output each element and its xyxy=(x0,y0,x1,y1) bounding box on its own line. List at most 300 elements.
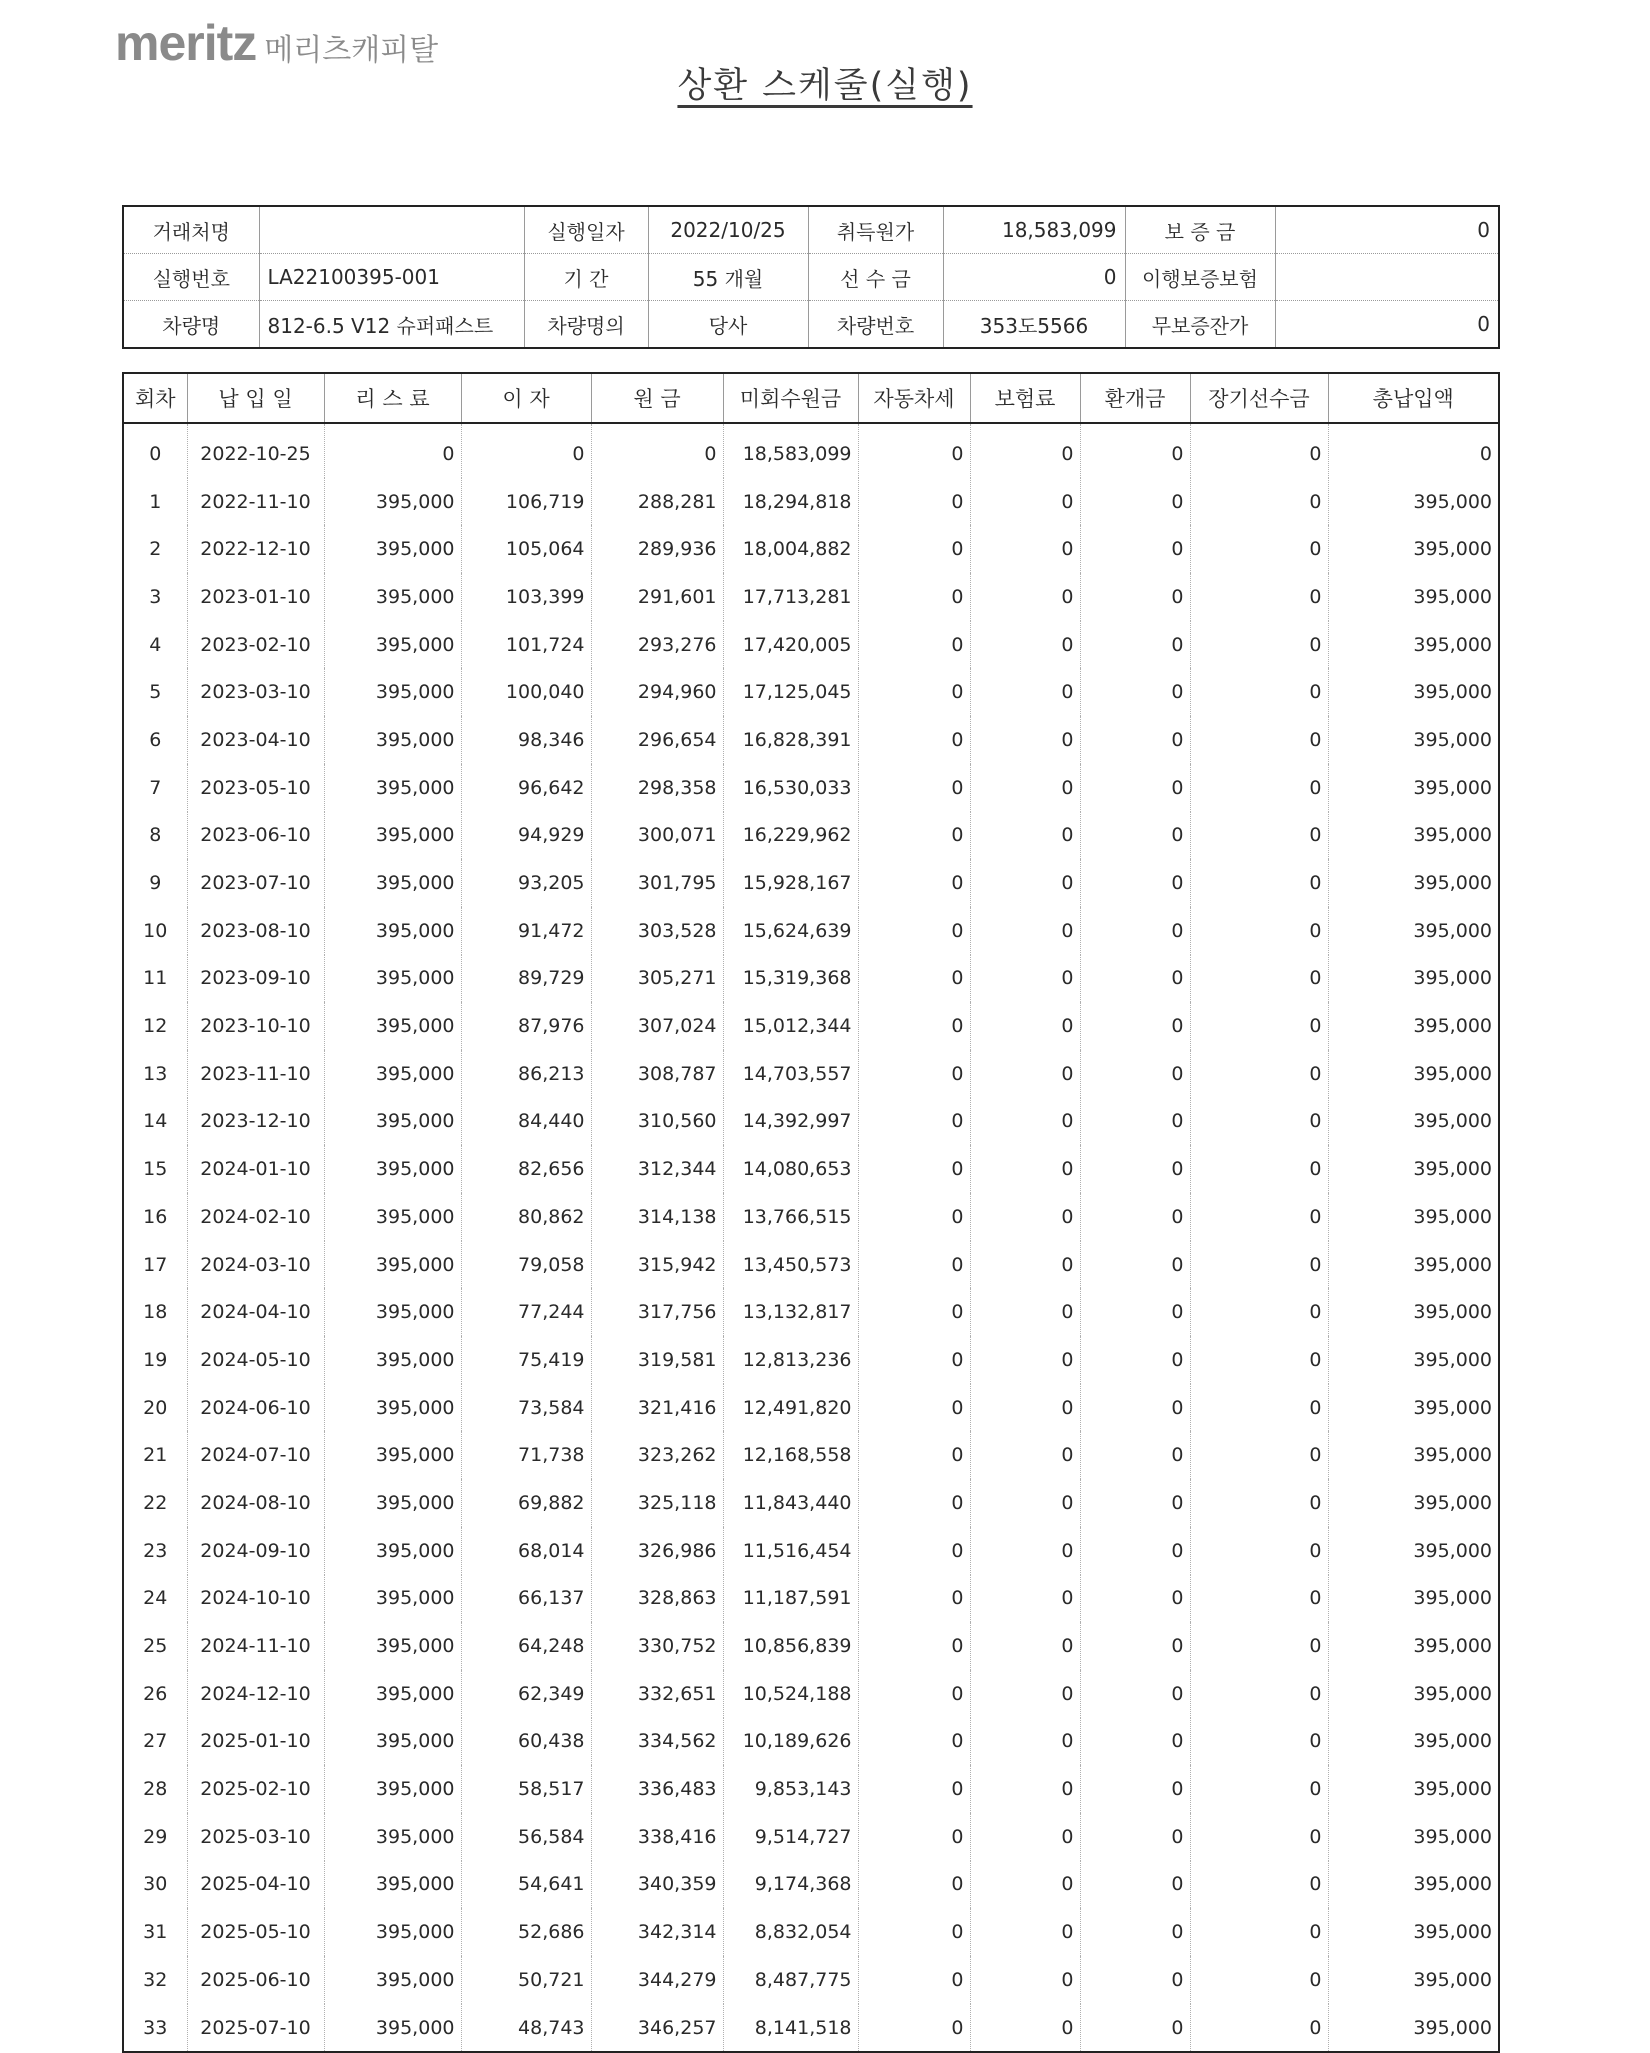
info-value: 2022/10/25 xyxy=(648,206,808,254)
table-cell: 2024-05-10 xyxy=(187,1336,324,1384)
table-cell: 0 xyxy=(858,1098,970,1146)
table-cell: 395,000 xyxy=(324,1575,461,1623)
table-cell: 395,000 xyxy=(1328,1908,1499,1956)
table-cell: 9,514,727 xyxy=(723,1813,858,1861)
table-cell: 395,000 xyxy=(324,621,461,669)
table-cell: 0 xyxy=(970,1718,1080,1766)
table-cell: 2024-03-10 xyxy=(187,1241,324,1289)
table-cell: 395,000 xyxy=(324,1002,461,1050)
table-cell: 395,000 xyxy=(324,1479,461,1527)
table-cell: 395,000 xyxy=(324,907,461,955)
table-cell: 395,000 xyxy=(1328,1813,1499,1861)
table-cell: 0 xyxy=(858,1861,970,1909)
table-cell: 2023-11-10 xyxy=(187,1050,324,1098)
table-cell: 0 xyxy=(970,1336,1080,1384)
table-cell: 332,651 xyxy=(591,1670,723,1718)
table-cell: 11,187,591 xyxy=(723,1575,858,1623)
table-cell: 325,118 xyxy=(591,1479,723,1527)
table-cell: 82,656 xyxy=(461,1145,591,1193)
table-cell: 0 xyxy=(858,1575,970,1623)
table-cell: 94,929 xyxy=(461,812,591,860)
table-cell: 0 xyxy=(858,1908,970,1956)
table-cell: 340,359 xyxy=(591,1861,723,1909)
table-cell: 0 xyxy=(858,1479,970,1527)
table-cell: 395,000 xyxy=(324,1241,461,1289)
table-cell: 14 xyxy=(123,1098,187,1146)
table-cell: 395,000 xyxy=(324,1098,461,1146)
table-cell: 15,012,344 xyxy=(723,1002,858,1050)
table-cell: 395,000 xyxy=(324,668,461,716)
table-cell: 0 xyxy=(970,668,1080,716)
table-cell: 58,517 xyxy=(461,1765,591,1813)
table-cell: 106,719 xyxy=(461,478,591,526)
table-cell: 0 xyxy=(858,1622,970,1670)
table-cell: 0 xyxy=(858,1527,970,1575)
table-cell: 0 xyxy=(1080,716,1190,764)
table-cell: 0 xyxy=(1190,1908,1328,1956)
table-cell: 0 xyxy=(970,812,1080,860)
table-cell: 12,168,558 xyxy=(723,1431,858,1479)
table-cell: 395,000 xyxy=(1328,812,1499,860)
table-row xyxy=(123,2004,1499,2053)
table-cell: 0 xyxy=(858,573,970,621)
table-cell: 11,843,440 xyxy=(723,1479,858,1527)
table-cell: 17,420,005 xyxy=(723,621,858,669)
table-cell: 75,419 xyxy=(461,1336,591,1384)
table-cell: 19 xyxy=(123,1336,187,1384)
table-cell: 0 xyxy=(1080,955,1190,1003)
table-cell: 0 xyxy=(1190,1050,1328,1098)
table-cell: 395,000 xyxy=(1328,1241,1499,1289)
table-cell: 310,560 xyxy=(591,1098,723,1146)
table-cell: 0 xyxy=(1190,1861,1328,1909)
table-cell: 395,000 xyxy=(324,1622,461,1670)
table-cell: 395,000 xyxy=(1328,1861,1499,1909)
table-row xyxy=(123,1145,1499,1193)
table-row xyxy=(123,1098,1499,1146)
table-cell: 0 xyxy=(1190,1622,1328,1670)
table-cell: 395,000 xyxy=(324,1956,461,2004)
table-cell: 0 xyxy=(1080,1241,1190,1289)
table-cell: 0 xyxy=(858,1765,970,1813)
table-cell: 0 xyxy=(1080,478,1190,526)
column-header: 리 스 료 xyxy=(324,373,461,423)
table-cell: 71,738 xyxy=(461,1431,591,1479)
table-cell: 0 xyxy=(1080,525,1190,573)
info-value: 353도5566 xyxy=(943,301,1125,349)
table-cell: 344,279 xyxy=(591,1956,723,2004)
page-title: 상환 스케줄(실행) xyxy=(677,66,973,106)
table-cell: 395,000 xyxy=(324,1336,461,1384)
table-cell: 30 xyxy=(123,1861,187,1909)
table-cell: 395,000 xyxy=(1328,1098,1499,1146)
table-cell: 0 xyxy=(1080,812,1190,860)
info-value: 0 xyxy=(943,254,1125,301)
table-cell: 0 xyxy=(1080,621,1190,669)
table-cell: 32 xyxy=(123,1956,187,2004)
table-cell: 0 xyxy=(970,1575,1080,1623)
table-cell: 84,440 xyxy=(461,1098,591,1146)
table-cell: 5 xyxy=(123,668,187,716)
table-cell: 0 xyxy=(1190,1145,1328,1193)
table-cell: 103,399 xyxy=(461,573,591,621)
info-row-2 xyxy=(123,254,1499,301)
table-cell: 395,000 xyxy=(324,812,461,860)
table-cell: 395,000 xyxy=(324,1431,461,1479)
table-cell: 54,641 xyxy=(461,1861,591,1909)
table-cell: 0 xyxy=(1190,907,1328,955)
info-label: 기 간 xyxy=(524,254,648,301)
table-cell: 2025-05-10 xyxy=(187,1908,324,1956)
table-cell: 395,000 xyxy=(1328,573,1499,621)
table-cell: 23 xyxy=(123,1527,187,1575)
table-row xyxy=(123,1622,1499,1670)
table-cell: 0 xyxy=(1080,1956,1190,2004)
info-value: 812-6.5 V12 슈퍼패스트 xyxy=(259,301,524,349)
table-cell: 2022-11-10 xyxy=(187,478,324,526)
table-cell: 300,071 xyxy=(591,812,723,860)
table-cell: 0 xyxy=(970,423,1080,478)
column-header: 자동차세 xyxy=(858,373,970,423)
table-cell: 0 xyxy=(123,423,187,478)
table-cell: 0 xyxy=(858,1813,970,1861)
table-cell: 27 xyxy=(123,1718,187,1766)
table-cell: 2023-09-10 xyxy=(187,955,324,1003)
table-cell: 395,000 xyxy=(1328,1622,1499,1670)
table-cell: 293,276 xyxy=(591,621,723,669)
table-cell: 395,000 xyxy=(324,478,461,526)
table-cell: 0 xyxy=(858,478,970,526)
table-cell: 395,000 xyxy=(1328,716,1499,764)
table-cell: 0 xyxy=(1190,859,1328,907)
table-cell: 2024-06-10 xyxy=(187,1384,324,1432)
table-cell: 288,281 xyxy=(591,478,723,526)
info-label: 보 증 금 xyxy=(1125,206,1275,254)
table-cell: 395,000 xyxy=(1328,1193,1499,1241)
table-cell: 395,000 xyxy=(324,1193,461,1241)
table-row xyxy=(123,1193,1499,1241)
table-cell: 317,756 xyxy=(591,1288,723,1336)
table-cell: 395,000 xyxy=(1328,955,1499,1003)
table-row xyxy=(123,668,1499,716)
table-cell: 16,828,391 xyxy=(723,716,858,764)
table-cell: 2024-01-10 xyxy=(187,1145,324,1193)
table-cell: 0 xyxy=(858,1145,970,1193)
table-cell: 395,000 xyxy=(324,955,461,1003)
table-cell: 0 xyxy=(970,1145,1080,1193)
table-cell: 0 xyxy=(1190,2004,1328,2053)
table-cell: 13,766,515 xyxy=(723,1193,858,1241)
table-cell: 10,524,188 xyxy=(723,1670,858,1718)
table-cell: 395,000 xyxy=(324,1718,461,1766)
table-cell: 330,752 xyxy=(591,1622,723,1670)
table-cell: 98,346 xyxy=(461,716,591,764)
table-cell: 0 xyxy=(970,2004,1080,2053)
table-cell: 89,729 xyxy=(461,955,591,1003)
table-cell: 2023-12-10 xyxy=(187,1098,324,1146)
table-cell: 10 xyxy=(123,907,187,955)
table-cell: 3 xyxy=(123,573,187,621)
table-cell: 0 xyxy=(1190,1670,1328,1718)
table-row xyxy=(123,1336,1499,1384)
table-row xyxy=(123,1050,1499,1098)
column-header: 납 입 일 xyxy=(187,373,324,423)
table-row xyxy=(123,716,1499,764)
table-cell: 2023-08-10 xyxy=(187,907,324,955)
table-cell: 26 xyxy=(123,1670,187,1718)
table-cell: 91,472 xyxy=(461,907,591,955)
info-value: LA22100395-001 xyxy=(259,254,524,301)
table-cell: 0 xyxy=(858,716,970,764)
table-cell: 28 xyxy=(123,1765,187,1813)
table-cell: 73,584 xyxy=(461,1384,591,1432)
table-cell: 0 xyxy=(1080,1431,1190,1479)
table-cell: 395,000 xyxy=(1328,764,1499,812)
table-cell: 31 xyxy=(123,1908,187,1956)
table-cell: 289,936 xyxy=(591,525,723,573)
table-cell: 395,000 xyxy=(1328,525,1499,573)
table-cell: 0 xyxy=(1080,1288,1190,1336)
table-cell: 0 xyxy=(1190,1956,1328,2004)
table-cell: 66,137 xyxy=(461,1575,591,1623)
table-cell: 323,262 xyxy=(591,1431,723,1479)
table-cell: 0 xyxy=(1080,1050,1190,1098)
table-cell: 13 xyxy=(123,1050,187,1098)
column-header: 장기선수금 xyxy=(1190,373,1328,423)
column-header: 총납입액 xyxy=(1328,373,1499,423)
info-row-3 xyxy=(123,301,1499,349)
table-cell: 0 xyxy=(970,1479,1080,1527)
table-cell: 2024-09-10 xyxy=(187,1527,324,1575)
column-header: 미회수원금 xyxy=(723,373,858,423)
info-value: 0 xyxy=(1275,206,1499,254)
table-cell: 2024-12-10 xyxy=(187,1670,324,1718)
table-cell: 301,795 xyxy=(591,859,723,907)
logo-brand: meritz xyxy=(115,15,257,71)
table-cell: 29 xyxy=(123,1813,187,1861)
info-value: 당사 xyxy=(648,301,808,349)
table-cell: 308,787 xyxy=(591,1050,723,1098)
table-cell: 12,491,820 xyxy=(723,1384,858,1432)
table-cell: 334,562 xyxy=(591,1718,723,1766)
table-cell: 0 xyxy=(858,1288,970,1336)
table-cell: 16 xyxy=(123,1193,187,1241)
table-cell: 0 xyxy=(858,764,970,812)
table-row xyxy=(123,1908,1499,1956)
table-header-row xyxy=(123,373,1499,423)
table-cell: 395,000 xyxy=(1328,1384,1499,1432)
table-cell: 0 xyxy=(1080,1670,1190,1718)
table-cell: 395,000 xyxy=(1328,1575,1499,1623)
table-cell: 395,000 xyxy=(324,2004,461,2053)
table-cell: 13,450,573 xyxy=(723,1241,858,1289)
table-cell: 395,000 xyxy=(1328,1336,1499,1384)
table-cell: 0 xyxy=(1080,573,1190,621)
table-cell: 291,601 xyxy=(591,573,723,621)
table-cell: 395,000 xyxy=(1328,1145,1499,1193)
table-row xyxy=(123,1765,1499,1813)
table-cell: 395,000 xyxy=(324,573,461,621)
table-cell: 93,205 xyxy=(461,859,591,907)
column-header: 원 금 xyxy=(591,373,723,423)
table-cell: 0 xyxy=(1190,478,1328,526)
table-cell: 2023-02-10 xyxy=(187,621,324,669)
table-cell: 2025-01-10 xyxy=(187,1718,324,1766)
table-cell: 0 xyxy=(970,955,1080,1003)
table-cell: 15 xyxy=(123,1145,187,1193)
table-cell: 11 xyxy=(123,955,187,1003)
table-cell: 0 xyxy=(1328,423,1499,478)
table-cell: 312,344 xyxy=(591,1145,723,1193)
table-cell: 0 xyxy=(1190,1288,1328,1336)
table-cell: 0 xyxy=(970,1527,1080,1575)
table-cell: 0 xyxy=(1080,1098,1190,1146)
table-cell: 0 xyxy=(970,1670,1080,1718)
table-cell: 0 xyxy=(970,1765,1080,1813)
table-cell: 14,080,653 xyxy=(723,1145,858,1193)
table-cell: 305,271 xyxy=(591,955,723,1003)
table-cell: 395,000 xyxy=(324,764,461,812)
table-cell: 22 xyxy=(123,1479,187,1527)
info-value: 55 개월 xyxy=(648,254,808,301)
table-cell: 319,581 xyxy=(591,1336,723,1384)
table-cell: 395,000 xyxy=(324,1813,461,1861)
table-cell: 395,000 xyxy=(324,525,461,573)
table-cell: 0 xyxy=(1190,1241,1328,1289)
table-cell: 10,856,839 xyxy=(723,1622,858,1670)
table-row xyxy=(123,907,1499,955)
table-cell: 2024-11-10 xyxy=(187,1622,324,1670)
table-cell: 14,703,557 xyxy=(723,1050,858,1098)
table-row xyxy=(123,1288,1499,1336)
info-label: 차량명의 xyxy=(524,301,648,349)
table-cell: 8,832,054 xyxy=(723,1908,858,1956)
table-cell: 0 xyxy=(858,1718,970,1766)
table-cell: 395,000 xyxy=(1328,621,1499,669)
table-cell: 101,724 xyxy=(461,621,591,669)
info-label: 실행일자 xyxy=(524,206,648,254)
info-label: 무보증잔가 xyxy=(1125,301,1275,349)
table-cell: 12 xyxy=(123,1002,187,1050)
table-cell: 2024-04-10 xyxy=(187,1288,324,1336)
table-cell: 395,000 xyxy=(1328,859,1499,907)
table-row xyxy=(123,1527,1499,1575)
table-cell: 314,138 xyxy=(591,1193,723,1241)
table-cell: 0 xyxy=(858,859,970,907)
table-cell: 0 xyxy=(1080,1813,1190,1861)
table-cell: 395,000 xyxy=(324,716,461,764)
table-cell: 395,000 xyxy=(324,1527,461,1575)
table-cell: 0 xyxy=(1080,1479,1190,1527)
table-cell: 0 xyxy=(1190,1765,1328,1813)
table-cell: 17,713,281 xyxy=(723,573,858,621)
table-cell: 0 xyxy=(858,1002,970,1050)
table-cell: 0 xyxy=(1190,1527,1328,1575)
table-cell: 77,244 xyxy=(461,1288,591,1336)
table-cell: 0 xyxy=(1080,423,1190,478)
info-value: 0 xyxy=(1275,301,1499,349)
table-cell: 395,000 xyxy=(1328,1670,1499,1718)
table-cell: 0 xyxy=(1190,423,1328,478)
table-cell: 0 xyxy=(858,1670,970,1718)
table-cell: 0 xyxy=(1190,1193,1328,1241)
table-cell: 336,483 xyxy=(591,1765,723,1813)
table-cell: 86,213 xyxy=(461,1050,591,1098)
table-cell: 10,189,626 xyxy=(723,1718,858,1766)
table-cell: 15,319,368 xyxy=(723,955,858,1003)
table-cell: 16,530,033 xyxy=(723,764,858,812)
table-cell: 16,229,962 xyxy=(723,812,858,860)
table-row xyxy=(123,1241,1499,1289)
table-cell: 15,928,167 xyxy=(723,859,858,907)
table-cell: 0 xyxy=(1080,1575,1190,1623)
table-cell: 0 xyxy=(1080,1384,1190,1432)
table-cell: 2024-10-10 xyxy=(187,1575,324,1623)
table-cell: 18,583,099 xyxy=(723,423,858,478)
table-cell: 0 xyxy=(1190,812,1328,860)
table-cell: 0 xyxy=(858,1241,970,1289)
table-row xyxy=(123,1384,1499,1432)
info-label: 차량명 xyxy=(123,301,259,349)
table-cell: 0 xyxy=(858,812,970,860)
table-cell: 0 xyxy=(858,423,970,478)
table-row xyxy=(123,812,1499,860)
table-cell: 0 xyxy=(1190,1002,1328,1050)
table-cell: 0 xyxy=(970,1956,1080,2004)
table-cell: 395,000 xyxy=(1328,1956,1499,2004)
table-row xyxy=(123,1813,1499,1861)
table-cell: 328,863 xyxy=(591,1575,723,1623)
table-cell: 62,349 xyxy=(461,1670,591,1718)
info-label: 이행보증보험 xyxy=(1125,254,1275,301)
table-cell: 0 xyxy=(970,764,1080,812)
table-cell: 14,392,997 xyxy=(723,1098,858,1146)
table-cell: 9,853,143 xyxy=(723,1765,858,1813)
table-cell: 0 xyxy=(1080,1527,1190,1575)
table-cell: 0 xyxy=(1190,1718,1328,1766)
table-cell: 0 xyxy=(970,1098,1080,1146)
table-cell: 0 xyxy=(970,573,1080,621)
table-cell: 395,000 xyxy=(1328,1050,1499,1098)
table-cell: 50,721 xyxy=(461,1956,591,2004)
table-cell: 0 xyxy=(970,859,1080,907)
table-cell: 315,942 xyxy=(591,1241,723,1289)
table-cell: 0 xyxy=(970,907,1080,955)
table-cell: 0 xyxy=(858,1193,970,1241)
table-cell: 0 xyxy=(1190,525,1328,573)
table-cell: 2024-07-10 xyxy=(187,1431,324,1479)
table-cell: 25 xyxy=(123,1622,187,1670)
table-cell: 2 xyxy=(123,525,187,573)
table-cell: 0 xyxy=(970,478,1080,526)
table-cell: 0 xyxy=(1190,764,1328,812)
info-label: 차량번호 xyxy=(808,301,943,349)
column-header: 회차 xyxy=(123,373,187,423)
table-row xyxy=(123,1718,1499,1766)
table-cell: 395,000 xyxy=(324,1288,461,1336)
table-cell: 0 xyxy=(1190,573,1328,621)
table-cell: 0 xyxy=(1080,1002,1190,1050)
table-cell: 18 xyxy=(123,1288,187,1336)
contract-info-table xyxy=(122,205,1500,349)
table-cell: 0 xyxy=(970,1861,1080,1909)
table-cell: 0 xyxy=(1080,1193,1190,1241)
table-cell: 0 xyxy=(858,2004,970,2053)
table-cell: 395,000 xyxy=(324,1670,461,1718)
table-cell: 60,438 xyxy=(461,1718,591,1766)
table-cell: 0 xyxy=(970,621,1080,669)
table-cell: 2024-02-10 xyxy=(187,1193,324,1241)
